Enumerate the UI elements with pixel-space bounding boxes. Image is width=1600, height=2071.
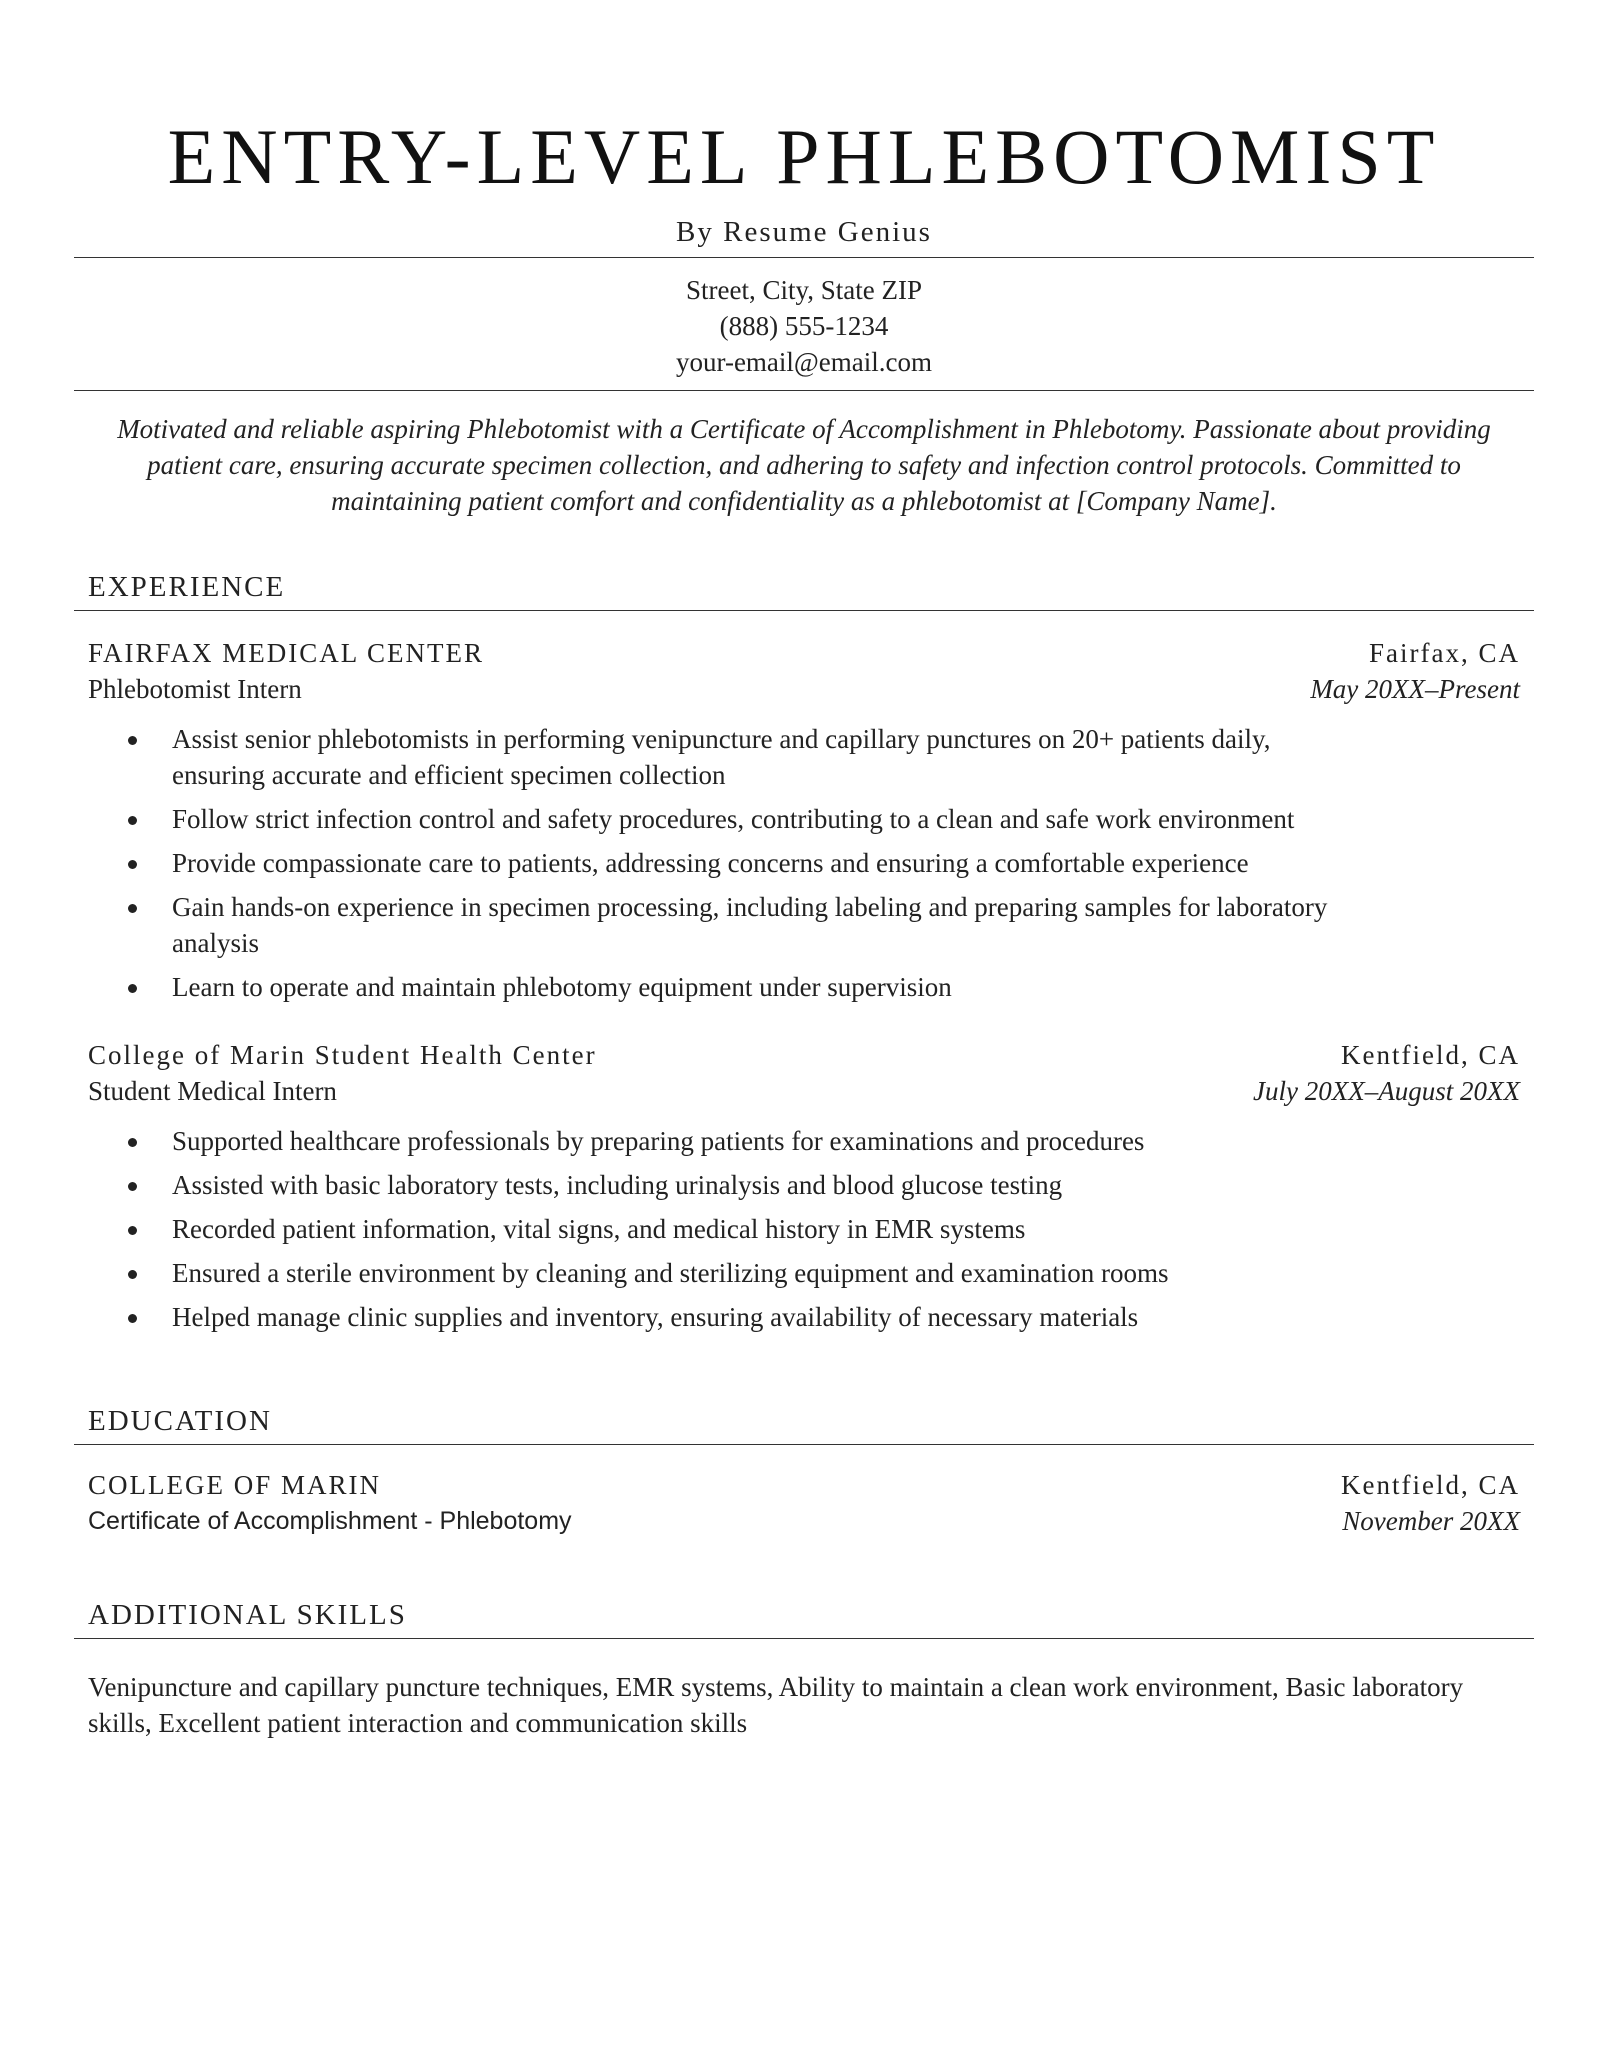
resume-page	[74, 0, 1534, 1741]
school-location: Kentfield, CA	[1341, 1470, 1520, 1500]
experience-heading: EXPERIENCE	[74, 573, 1534, 611]
bullet-icon	[128, 1182, 137, 1191]
bullet-icon	[128, 1226, 137, 1235]
byline: By Resume Genius	[676, 216, 932, 248]
list-item	[172, 1211, 1520, 1247]
list-item	[172, 1299, 1520, 1335]
list-item	[172, 721, 1520, 793]
job-dates: July 20XX–August 20XX	[1253, 1076, 1520, 1106]
contact-address: Street, City, State ZIP	[686, 275, 922, 305]
bullet-text: Provide compassionate care to patients, addressing concerns and ensuring a comfortable experience	[172, 848, 1249, 878]
job-location: Fairfax, CA	[1369, 638, 1520, 668]
bullet-text: Gain hands-on experience in specimen processing, including labeling and preparing samples for laboratory analysis	[172, 892, 1328, 958]
education-entry	[74, 1467, 1534, 1539]
bullet-text: Helped manage clinic supplies and inventory, ensuring availability of necessary materials	[172, 1302, 1139, 1332]
list-item	[172, 1255, 1520, 1291]
job-role: Phlebotomist Intern	[88, 674, 302, 704]
bullet-text: Follow strict infection control and safety procedures, contributing to a clean and safe work environment	[172, 804, 1295, 834]
bullet-icon	[128, 1138, 137, 1147]
education-heading: EDUCATION	[74, 1407, 1534, 1445]
bullet-icon	[128, 904, 137, 913]
graduation-date: November 20XX	[1342, 1506, 1520, 1536]
job-employer: FAIRFAX MEDICAL CENTER	[88, 638, 485, 668]
job-entry	[74, 1037, 1534, 1335]
job-entry	[74, 635, 1534, 1005]
job-role: Student Medical Intern	[88, 1076, 337, 1106]
job-dates: May 20XX–Present	[1310, 674, 1520, 704]
bullet-icon	[128, 1270, 137, 1279]
list-item	[172, 801, 1520, 837]
list-item	[172, 889, 1520, 961]
contact-phone: (888) 555-1234	[719, 311, 889, 341]
contact-block	[74, 258, 1534, 390]
skills-heading: ADDITIONAL SKILLS	[74, 1601, 1534, 1639]
bullet-icon	[128, 1314, 137, 1323]
bullet-text: Recorded patient information, vital signs, and medical history in EMR systems	[172, 1214, 1026, 1244]
list-item	[172, 969, 1520, 1005]
bullet-text: Supported healthcare professionals by preparing patients for examinations and procedures	[172, 1126, 1145, 1156]
skills-list: Venipuncture and capillary puncture techniques, EMR systems, Ability to maintain a clean work environment, Basic laboratory skills, Excellent patient interaction and communication skills	[88, 1672, 1464, 1738]
list-item	[172, 1167, 1520, 1203]
bullet-icon	[128, 816, 137, 825]
contact-divider	[74, 390, 1534, 391]
job-bullet-list	[88, 721, 1520, 1005]
job-employer: College of Marin Student Health Center	[88, 1040, 597, 1070]
bullet-text: Ensured a sterile environment by cleaning and sterilizing equipment and examination rooms	[172, 1258, 1169, 1288]
bullet-text: Learn to operate and maintain phlebotomy equipment under supervision	[172, 972, 952, 1002]
list-item	[172, 845, 1520, 881]
degree: Certificate of Accomplishment - Phlebotomy	[88, 1507, 572, 1535]
bullet-icon	[128, 984, 137, 993]
professional-summary: Motivated and reliable aspiring Phlebotomist with a Certificate of Accomplishment in Phlebotomy. Passionate about providing patient care, ensuring accurate specimen collection, and adhering to safety and infection control protocols. Committed to maintaining patient comfort and confidentiality as a phlebotomist at [Company Name].	[117, 414, 1491, 516]
bullet-icon	[128, 736, 137, 745]
bullet-icon	[128, 860, 137, 869]
resume-title: ENTRY-LEVEL PHLEBOTOMIST	[167, 113, 1441, 200]
job-bullet-list	[88, 1123, 1520, 1335]
school-name: COLLEGE OF MARIN	[88, 1470, 381, 1500]
job-location: Kentfield, CA	[1341, 1040, 1520, 1070]
list-item	[172, 1123, 1520, 1159]
bullet-text: Assisted with basic laboratory tests, including urinalysis and blood glucose testing	[172, 1170, 1063, 1200]
contact-email: your-email@email.com	[676, 347, 932, 377]
bullet-text: Assist senior phlebotomists in performing venipuncture and capillary punctures on 20+ patients daily, ensuring accurate and efficient specimen collection	[172, 724, 1271, 790]
